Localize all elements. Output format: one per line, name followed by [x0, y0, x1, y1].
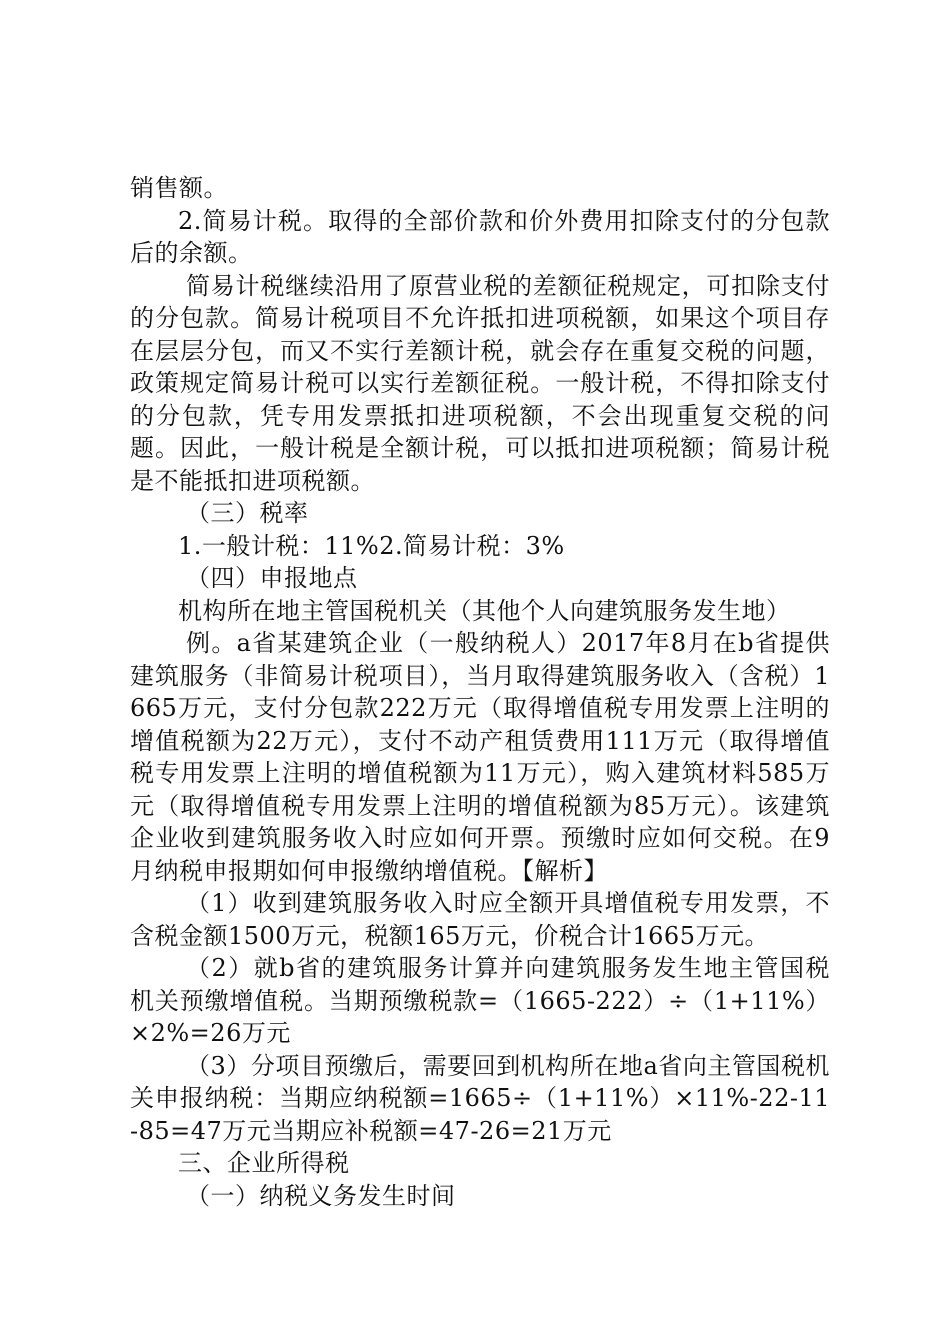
- paragraph-simple-tax-explanation: 简易计税继续沿用了原营业税的差额征税规定，可扣除支付的分包款。简易计税项目不允许抵扣进项税额，如果这个项目存在层层分包，而又不实行差额计税，就会存在重复交税的问题，政策规定简易计税可以实行差额征税。一般计税，不得扣除支付的分包款，凭专用发票抵扣进项税额，不会出现重复交税的问题。因此，一般计税是全额计税，可以抵扣进项税额；简易计税是不能抵扣进项税额。: [130, 271, 830, 495]
- heading-filing-location: （四）申报地点: [186, 564, 358, 592]
- paragraph-answer-2: （2）就b省的建筑服务计算并向建筑服务发生地主管国税机关预缴增值税。当期预缴税款=（1665-222）÷（1+11%）×2%=26万元: [130, 954, 830, 1047]
- paragraph-sales-amount: 销售额。: [130, 174, 228, 202]
- paragraph-answer-1: （1）收到建筑服务收入时应全额开具增值税专用发票，不含税金额1500万元，税额165万元，价税合计1665万元。: [130, 889, 830, 950]
- document-body: [130, 172, 830, 1212]
- paragraph-filing-location: 机构所在地主管国税机关（其他个人向建筑服务发生地）: [178, 596, 791, 625]
- paragraph-answer-3: （3）分项目预缴后，需要回到机构所在地a省向主管国税机关申报纳税：当期应纳税额=1665÷（1+11%）×11%-22-11-85=47万元当期应补税额=47-26=21万元: [130, 1051, 830, 1145]
- paragraph-simple-tax-method: 2.简易计税。取得的全部价款和价外费用扣除支付的分包款后的余额。: [130, 206, 830, 267]
- heading-tax-rate: （三）税率: [186, 499, 309, 527]
- heading-tax-obligation-time: （一）纳税义务发生时间: [186, 1181, 456, 1210]
- paragraph-tax-rates: 1.一般计税：11%2.简易计税：3%: [178, 531, 565, 560]
- paragraph-example: 例。a省某建筑企业（一般纳税人）2017年8月在b省提供建筑服务（非简易计税项目），当月取得建筑服务收入（含税）1665万元，支付分包款222万元（取得增值税专用发票上注明的增值税额为22万元），支付不动产租赁费用111万元（取得增值税专用发票上注明的增值税额为11万元），购入建筑材料585万元（取得增值税专用发票上注明的增值税额为85万元）。该建筑企业收到建筑服务收入时应如何开票。预缴时应如何交税。在9月纳税申报期如何申报缴纳增值税。【解析】: [130, 629, 830, 885]
- heading-corporate-income-tax: 三、企业所得税: [178, 1149, 350, 1177]
